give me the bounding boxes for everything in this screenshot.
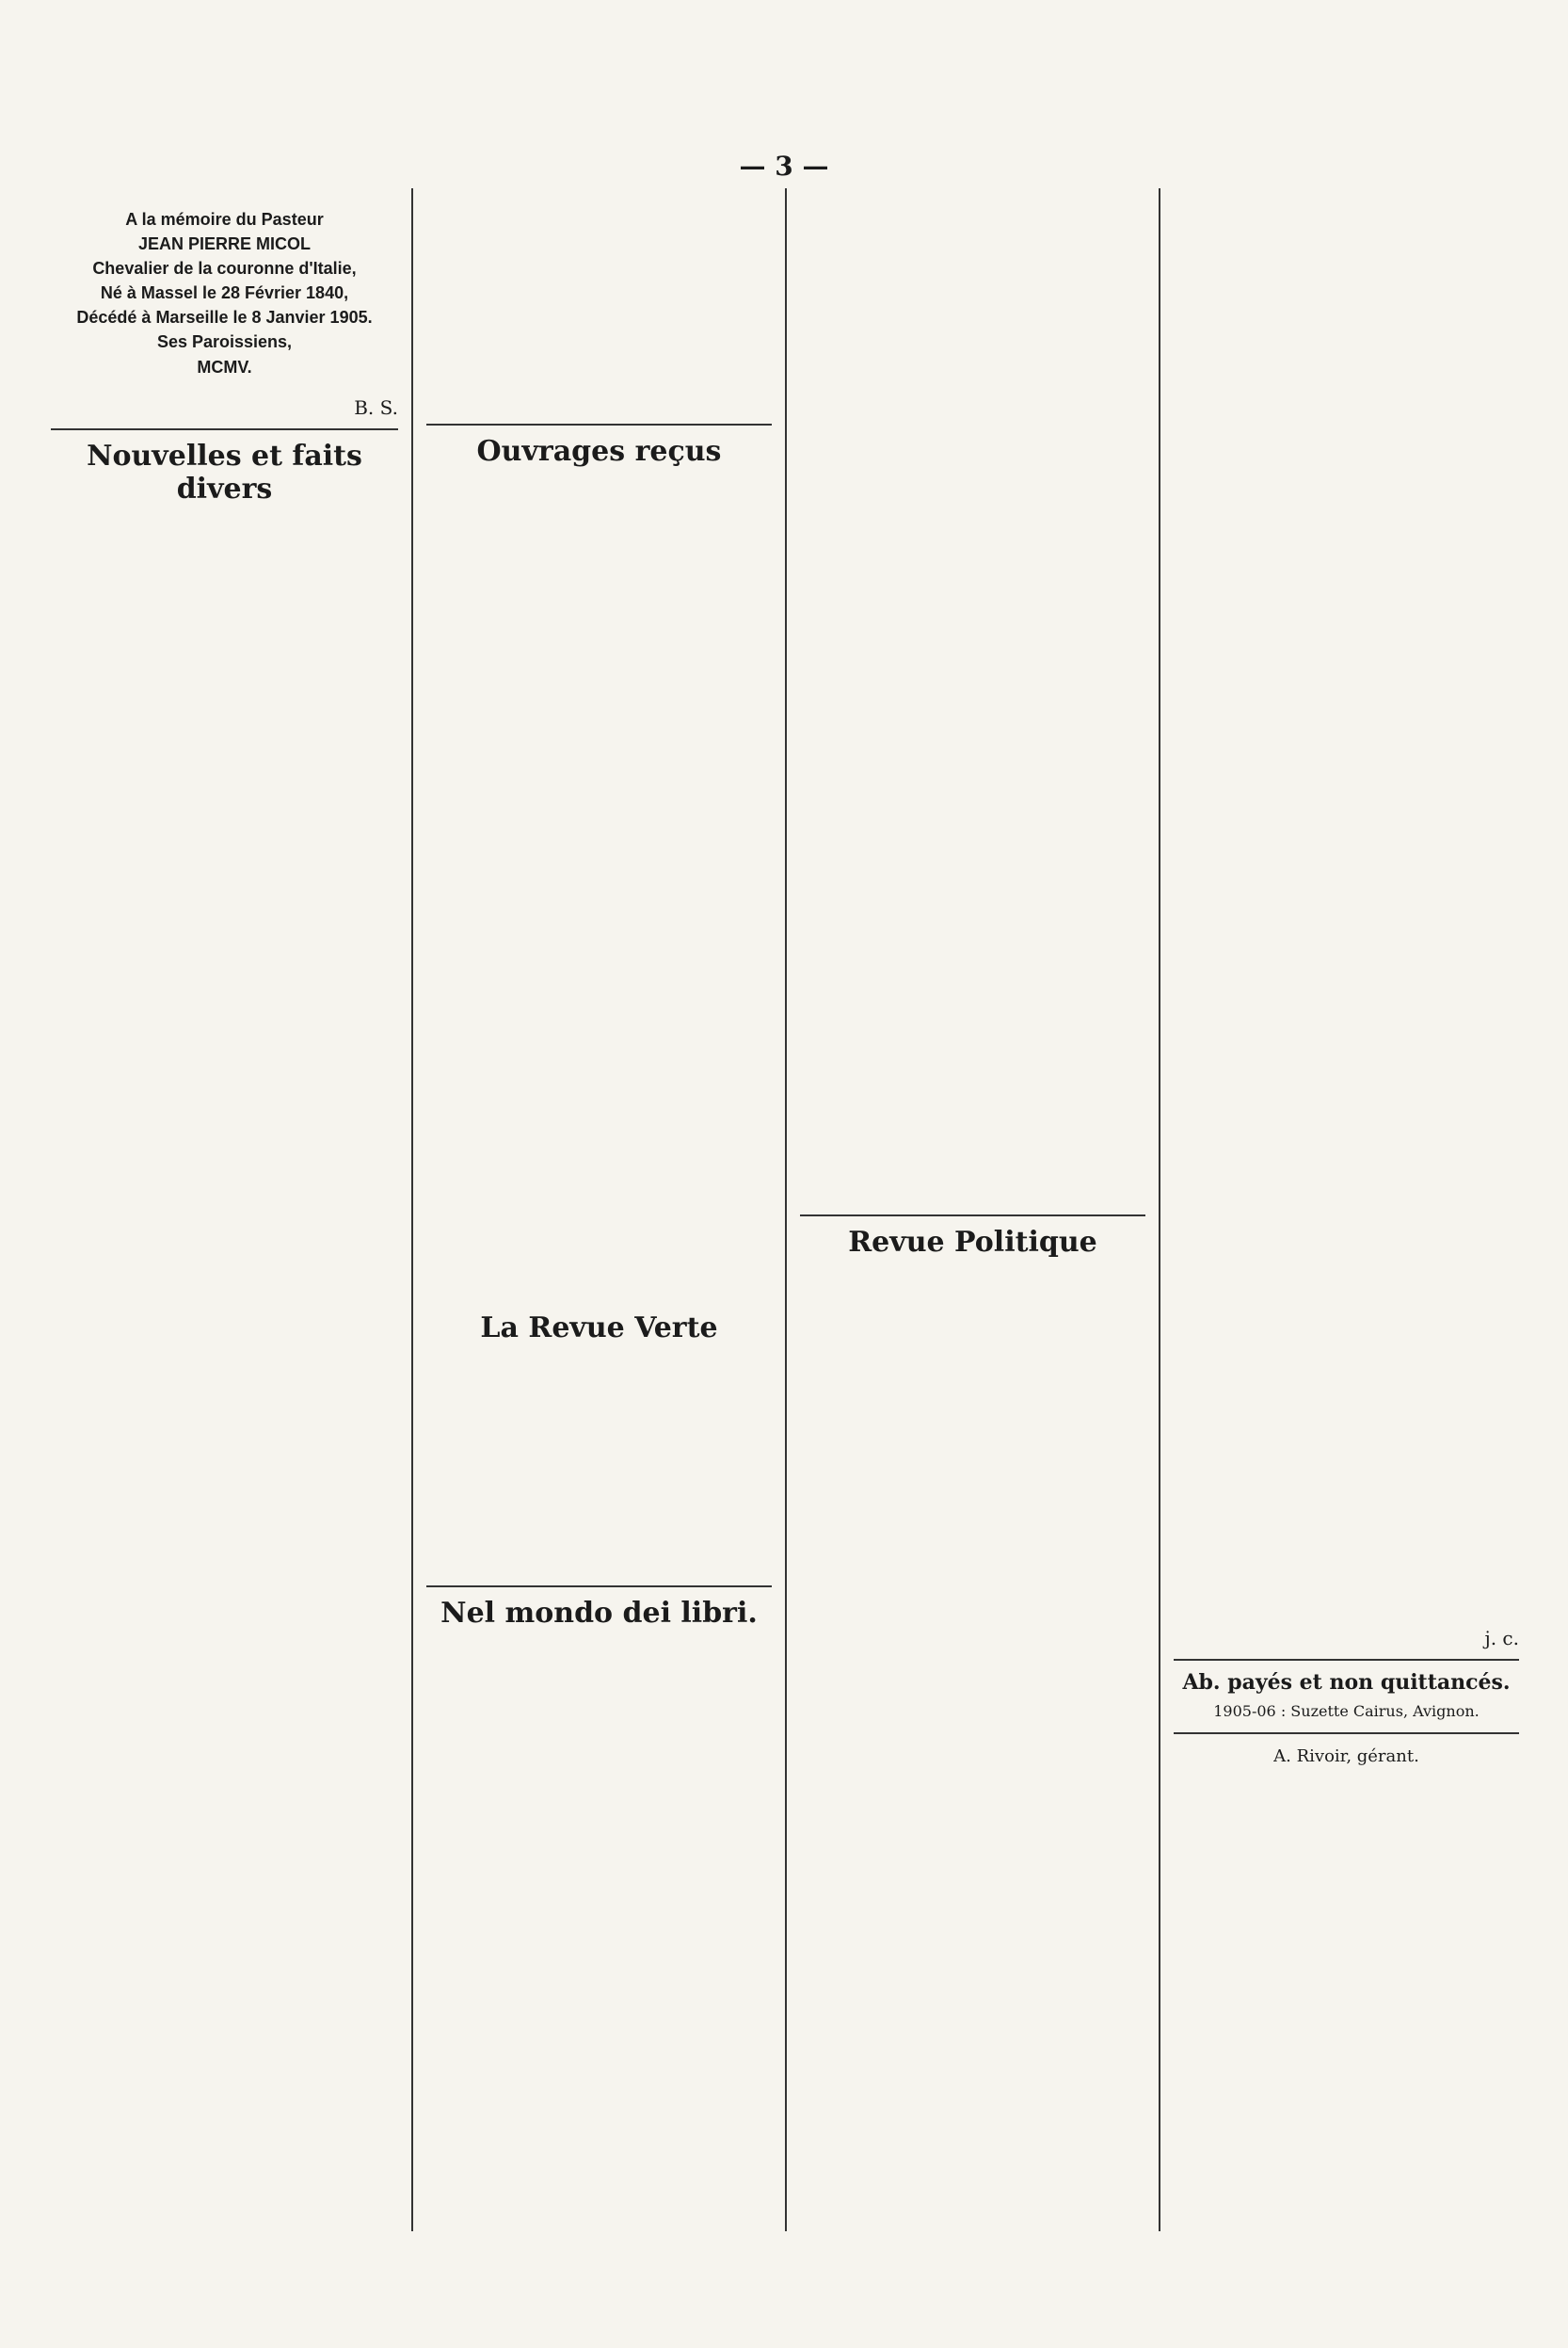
revue-verte-title: La Revue Verte: [480, 1311, 718, 1344]
politique-text: [800, 1264, 1145, 1754]
section-divider: [426, 424, 772, 426]
politique-signature: j. c.: [1484, 1627, 1519, 1649]
column-1: [38, 188, 411, 2231]
revue-verte-text: [426, 1350, 772, 1576]
inscription-line: JEAN PIERRE MICOL: [137, 234, 312, 254]
politique-continued: [1174, 188, 1519, 1619]
inscription-line: Décédé à Marseille le 8 Janvier 1905.: [76, 308, 373, 328]
ouvrages-title: Ouvrages reçus: [476, 435, 722, 468]
column-3: [785, 188, 1159, 2231]
section-divider: [51, 428, 398, 430]
closing-text: [51, 379, 398, 389]
ouvrages-text: [426, 474, 772, 1302]
columns: [38, 188, 1534, 2231]
inscription-line: MCMV.: [197, 357, 252, 377]
abonnes-entry: 1905-06 : Suzette Cairus, Avignon.: [1213, 1702, 1480, 1720]
abonnes-title: Ab. payés et non quittancés.: [1182, 1670, 1511, 1695]
section-divider: [1174, 1732, 1519, 1734]
italian-text: [800, 188, 1145, 1205]
nouvelles-title: Nouvelles et faits divers: [87, 439, 362, 506]
inscription-line: Ses Paroissiens,: [156, 332, 293, 352]
column-4: [1159, 188, 1532, 2231]
inscription-line: A la mémoire du Pasteur: [125, 210, 324, 229]
libri-title: Nel mondo dei libri.: [440, 1597, 758, 1630]
gerant-line: A. Rivoir, gérant.: [1273, 1746, 1419, 1766]
inscription-line: Né à Massel le 28 Février 1840,: [100, 283, 349, 303]
section-divider: [426, 1585, 772, 1587]
politique-title: Revue Politique: [848, 1226, 1097, 1259]
micol-article-text: [51, 188, 398, 198]
article-signature: B. S.: [354, 395, 398, 419]
libri-text: [426, 1635, 772, 1645]
inscription-intro: [51, 198, 398, 207]
continued-text: [426, 188, 772, 414]
memorial-inscription: [51, 207, 398, 379]
section-divider: [1174, 1659, 1519, 1661]
section-divider: [800, 1214, 1145, 1216]
inscription-line: Chevalier de la couronne d'Italie,: [92, 259, 357, 279]
nouvelles-text: [51, 511, 398, 1151]
page-number: — 3 —: [739, 151, 829, 182]
column-2: [411, 188, 785, 2231]
